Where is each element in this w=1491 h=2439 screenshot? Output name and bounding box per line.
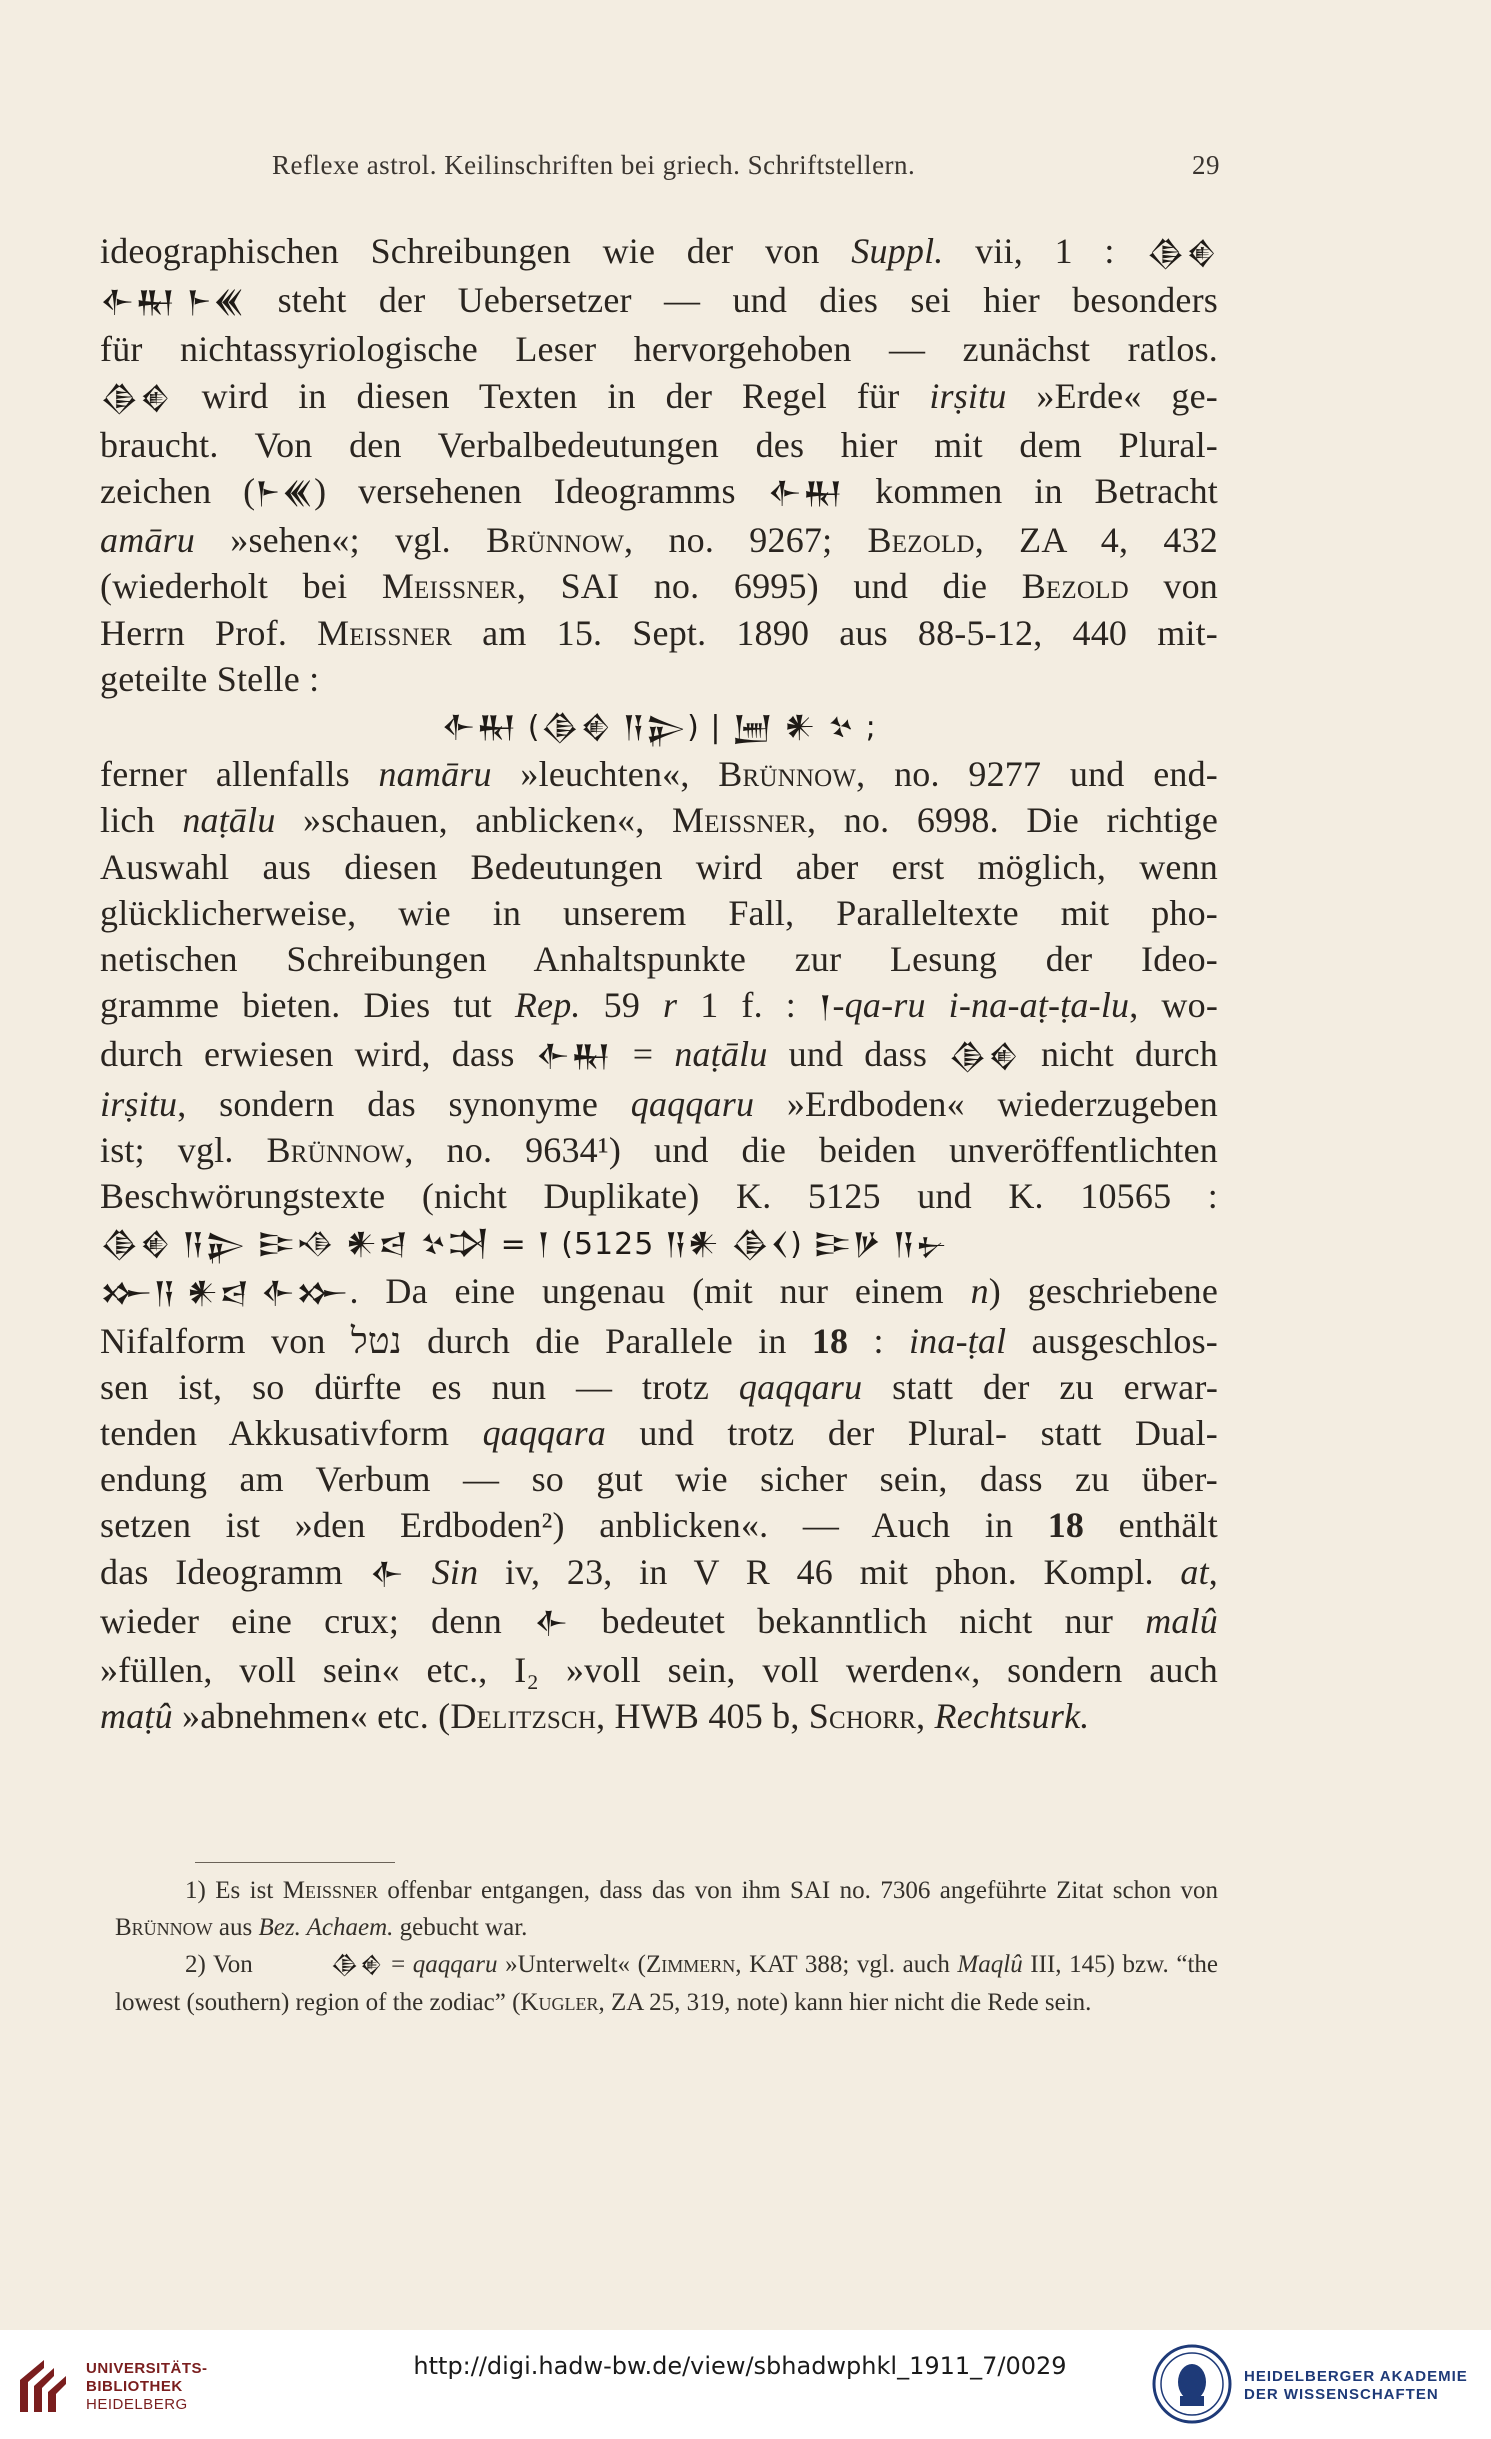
cuneiform-quotation xyxy=(100,702,1218,751)
university-library-logo-icon xyxy=(14,2354,74,2418)
cuneiform-glyph: 𒆠𒄯 xyxy=(948,1039,1020,1075)
academy-seal-icon xyxy=(1150,2342,1234,2426)
text-line: für nichtassyriologische Leser hervorgehoben — zunächst ratlos. xyxy=(100,329,1218,370)
text-line: geteilte Stelle : xyxy=(100,658,320,699)
text-line: (wiederholt bei Meissner, SAI no. 6995) und die Bezold von xyxy=(100,566,1218,607)
cuneiform-glyph: 𒅆𒊑 xyxy=(767,476,844,512)
text-line: ferner allenfalls namāru »leuchten«, Brünnow, no. 9277 und end- xyxy=(100,754,1218,795)
footer-bar xyxy=(0,2330,1491,2439)
cuneiform-glyph: 𒅆 xyxy=(369,1556,406,1592)
academy-name: HEIDELBERGER AKADEMIE DER WISSENSCHAFTEN xyxy=(1244,2368,1468,2403)
cuneiform-glyph: 𒅆𒊑 𒈨𒌍 xyxy=(100,285,246,321)
text-line: braucht. Von den Verbalbedeutungen des hier mit dem Plural- xyxy=(100,424,1218,465)
footnote-divider xyxy=(195,1862,395,1863)
cuneiform-glyph: 𒆠𒄯 xyxy=(330,1953,384,1978)
cuneiform-glyph: 𒅆𒊑 xyxy=(535,1039,612,1075)
body-text xyxy=(100,228,1218,1740)
text-line: durch erwiesen wird, dass 𒅆𒊑 = naṭālu und dass 𒆠𒄯 nicht durch xyxy=(100,1031,1218,1080)
text-line: sen ist, so dürfte es nun — trotz qaqqaru statt der zu erwar- xyxy=(100,1366,1219,1407)
text-line: Auswahl aus diesen Bedeutungen wird aber erst möglich, wenn xyxy=(100,846,1218,887)
text-line: 𒆠𒄯 wird in diesen Texten in der Regel für irṣitu »Erde« ge- xyxy=(100,373,1218,422)
text-line: das Ideogramm 𒅆 Sin iv, 23, in V R 46 mit phon. Kompl. at, xyxy=(100,1549,1218,1598)
text-line: irṣitu, sondern das synonyme qaqqaru »Erdboden« wiederzugeben xyxy=(100,1083,1218,1124)
text-line: netischen Schreibungen Anhaltspunkte zur Lesung der Ideo- xyxy=(100,939,1218,980)
text-line: gramme bieten. Dies tut Rep. 59 r 1 f. : 𒁹-qa-ru i-na-aṭ-ṭa-lu, wo- xyxy=(100,982,1218,1031)
footnotes xyxy=(115,1872,1218,2021)
university-library-name: UNIVERSITÄTS- BIBLIOTHEK HEIDELBERG xyxy=(86,2360,208,2413)
text-line: zeichen (𒈨𒌍) versehenen Ideogramms 𒅆𒊑 kommen in Betracht xyxy=(100,468,1218,517)
text-line: Nifalform von נטל durch die Parallele in 18 : ina-ṭal ausgeschlos- xyxy=(100,1320,1218,1361)
text-line: glücklicherweise, wie in unserem Fall, Paralleltexte mit pho- xyxy=(100,892,1218,933)
cuneiform-quotation xyxy=(100,1219,1218,1268)
text-line: setzen ist »den Erdboden²) anblicken«. — Auch in 18 enthält xyxy=(100,1505,1218,1546)
cuneiform-glyph: 𒆠𒄯 xyxy=(1146,236,1218,271)
text-line: tenden Akkusativform qaqqara und trotz der Plural- statt Dual- xyxy=(100,1413,1218,1454)
cuneiform-glyph: 𒈨𒌍 xyxy=(255,476,315,512)
cuneiform-glyph: 𒆠𒄯 xyxy=(100,380,172,416)
text-line: ist; vgl. Brünnow, no. 9634¹) und die beiden unveröffentlichten xyxy=(100,1129,1218,1170)
source-url-link[interactable]: http://digi.hadw-bw.de/view/sbhadwphkl_1911_7/0029 xyxy=(413,2352,1067,2380)
footnote-1: 1) Es ist Meissner offenbar entgangen, dass das von ihm SAI no. 7306 angeführte Zitat schon von Brünnow aus Bez. Achaem. gebucht war. xyxy=(115,1877,1218,1941)
text-line: Beschwörungstexte (nicht Duplikate) K. 5125 und K. 10565 : xyxy=(100,1176,1218,1217)
text-line: wieder eine crux; denn 𒅆 bedeutet bekanntlich nicht nur malû xyxy=(100,1598,1218,1647)
cuneiform-glyph: 𒁹 xyxy=(819,990,833,1026)
cuneiform-glyph: 𒅆𒊑 (𒆠𒄯 𒀀𒉌) | 𒅁 𒀭 𒆳 ; xyxy=(441,710,877,746)
page-number: 29 xyxy=(1192,150,1220,180)
text-line: Herrn Prof. Meissner am 15. Sept. 1890 aus 88-5-12, 440 mit- xyxy=(100,612,1218,653)
text-line: 𒅆𒊑 𒈨𒌍 steht der Uebersetzer — und dies sei hier besonders xyxy=(100,277,1218,326)
cuneiform-glyph: 𒆠𒄯 𒀀𒉌 𒄿𒈾 𒀭𒁀 𒆳𒋫 = 𒁹 (5125 𒀀𒀭 𒆠𒌋) 𒄿𒃻 𒀀𒉡 xyxy=(100,1227,949,1263)
text-line: ideographischen Schreibungen wie der von Suppl. vii, 1 : 𒆠𒄯 xyxy=(100,228,1218,277)
cuneiform-glyph: 𒅆 xyxy=(534,1605,570,1641)
text-line: amāru »sehen«; vgl. Brünnow, no. 9267; Bezold, ZA 4, 432 xyxy=(100,520,1219,561)
text-line: »füllen, voll sein« etc., I₂ »voll sein, voll werden«, sondern auch xyxy=(100,1650,1218,1691)
text-line: maṭû »abnehmen« etc. (Delitzsch, HWB 405 b, Schorr, Rechtsurk. xyxy=(100,1696,1090,1737)
text-line: lich naṭālu »schauen, anblicken«, Meissner, no. 6998. Die richtige xyxy=(100,800,1219,841)
running-head-title: Reflexe astrol. Keilinschriften bei griech. Schriftstellern. xyxy=(272,150,916,180)
text-line: endung am Verbum — so gut wie sicher sein, dass zu über- xyxy=(100,1459,1218,1500)
text-line: 𒁍𒀀 𒀭𒁀 𒅆𒁍. Da eine ungenau (mit nur einem n) geschriebene xyxy=(100,1268,1218,1317)
footnote-2: 2) Von 𒆠𒄯 = qaqqaru »Unterwelt« (Zimmern, KAT 388; vgl. auch Maqlû III, 145) bzw. “the lowest (southern) region of the zodiac” (Kugler, ZA 25, 319, note) kann hier nicht die Rede sein. xyxy=(115,1946,1218,2021)
cuneiform-glyph: 𒁍𒀀 𒀭𒁀 𒅆𒁍 xyxy=(100,1276,350,1312)
